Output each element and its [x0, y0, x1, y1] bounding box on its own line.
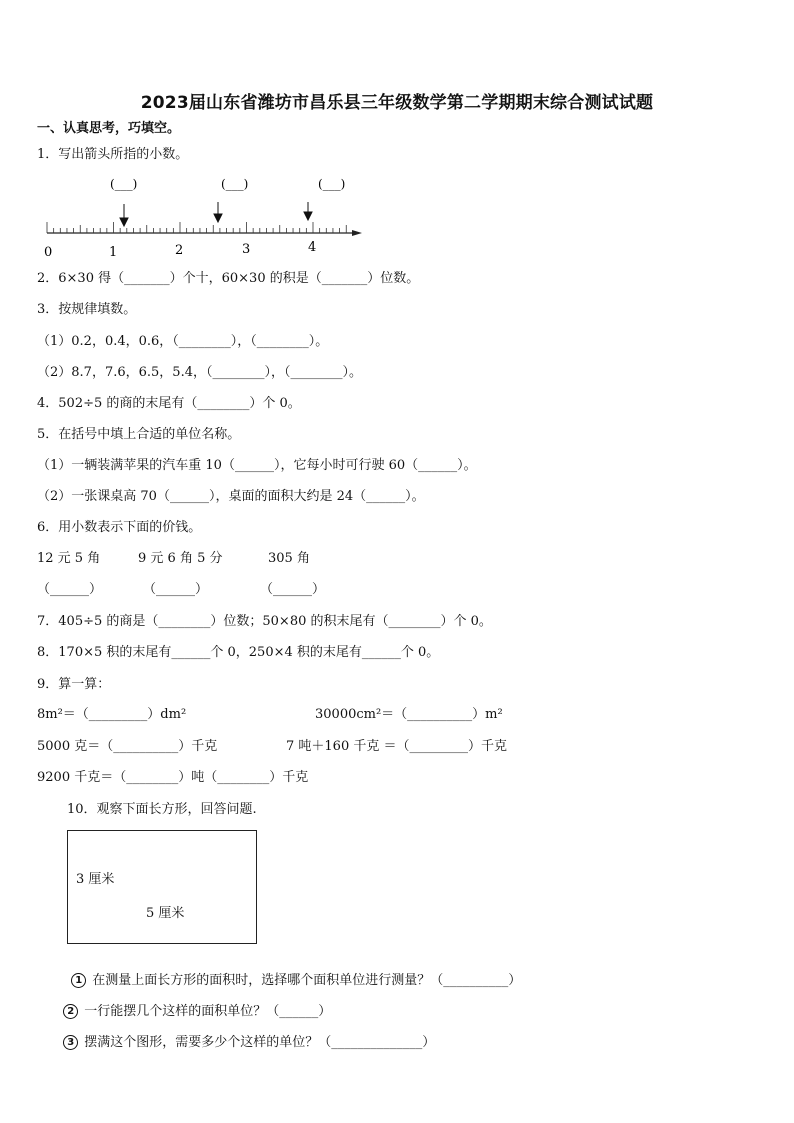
question-3-line-1: （1）0.2，0.4，0.6，（________），（________）。 — [37, 334, 329, 349]
rect-width-label: 5 厘米 — [146, 906, 185, 921]
price-2-blank: （______） — [143, 582, 209, 597]
question-7: 7．405÷5 的商是（________）位数；50×80 的积末尾有（________）个 0。 — [37, 614, 492, 629]
question-5: 5．在括号中填上合适的单位名称。 — [37, 427, 241, 442]
question-3: 3．按规律填数。 — [37, 302, 137, 317]
price-1: 12 元 5 角 — [37, 551, 101, 566]
price-3: 305 角 — [268, 551, 310, 566]
question-5-line-2: （2）一张课桌高 70（______），桌面的面积大约是 24（______）。 — [37, 489, 425, 504]
question-3-line-2: （2）8.7，7.6，6.5，5.4，（________），（________）。 — [37, 365, 362, 380]
circled-number-2: 2 — [63, 1004, 78, 1019]
tick-label-4: 4 — [308, 240, 317, 255]
tick-label-2: 2 — [175, 243, 184, 258]
question-1: 1．写出箭头所指的小数。 — [37, 147, 189, 162]
question-9-a: 8m²＝（_________）dm² — [37, 707, 187, 722]
arrow-2 — [214, 202, 222, 222]
question-8: 8．170×5 积的末尾有______个 0，250×4 积的末尾有______个 0。 — [37, 645, 440, 660]
circled-number-1: 1 — [71, 973, 86, 988]
question-9-d: 7 吨＋160 千克 ＝（_________）千克 — [286, 739, 507, 754]
price-3-blank: （______） — [260, 582, 326, 597]
circled-number-3: 3 — [63, 1035, 78, 1050]
page-title: 2023届山东省潍坊市昌乐县三年级数学第二学期期末综合测试试题 — [140, 93, 654, 113]
question-4: 4．502÷5 的商的末尾有（________）个 0。 — [37, 396, 301, 411]
question-2: 2．6×30 得（_______）个十，60×30 的积是（_______）位数。 — [37, 271, 420, 286]
sub-question-2-text: 一行能摆几个这样的面积单位？（______） — [84, 1004, 332, 1019]
tick-label-1: 1 — [109, 245, 118, 260]
sub-question-2 — [55, 988, 331, 1020]
arrow-1 — [120, 204, 128, 226]
blank-3: (___) — [318, 177, 346, 191]
sub-question-1-text: 在测量上面长方形的面积时，选择哪个面积单位进行测量？（__________） — [92, 973, 522, 988]
tick-label-3: 3 — [242, 242, 251, 257]
arrow-3 — [304, 202, 312, 220]
sub-question-3-text: 摆满这个图形，需要多少个这样的单位？（______________） — [84, 1035, 436, 1050]
axis-arrowhead — [352, 230, 362, 236]
sub-question-1 — [63, 957, 521, 989]
blank-1: (___) — [110, 177, 138, 191]
section-heading: 一、认真思考，巧填空。 — [37, 121, 181, 136]
question-9-e: 9200 千克＝（________）吨（________）千克 — [37, 770, 309, 785]
question-9-c: 5000 克＝（__________）千克 — [37, 739, 218, 754]
price-2: 9 元 6 角 5 分 — [138, 551, 223, 566]
question-10: 10．观察下面长方形，回答问题. — [67, 802, 257, 817]
sub-question-3 — [55, 1019, 435, 1051]
question-9: 9．算一算： — [37, 677, 111, 692]
blank-2: (___) — [221, 177, 249, 191]
rect-height-label: 3 厘米 — [76, 872, 115, 887]
question-9-b: 30000cm²＝（__________）m² — [315, 707, 503, 722]
price-1-blank: （______） — [37, 582, 103, 597]
question-6: 6．用小数表示下面的价钱。 — [37, 520, 202, 535]
number-line — [0, 170, 794, 260]
tick-label-0: 0 — [44, 245, 53, 260]
question-5-line-1: （1）一辆装满苹果的汽车重 10（______），它每小时可行驶 60（______）。 — [37, 458, 477, 473]
